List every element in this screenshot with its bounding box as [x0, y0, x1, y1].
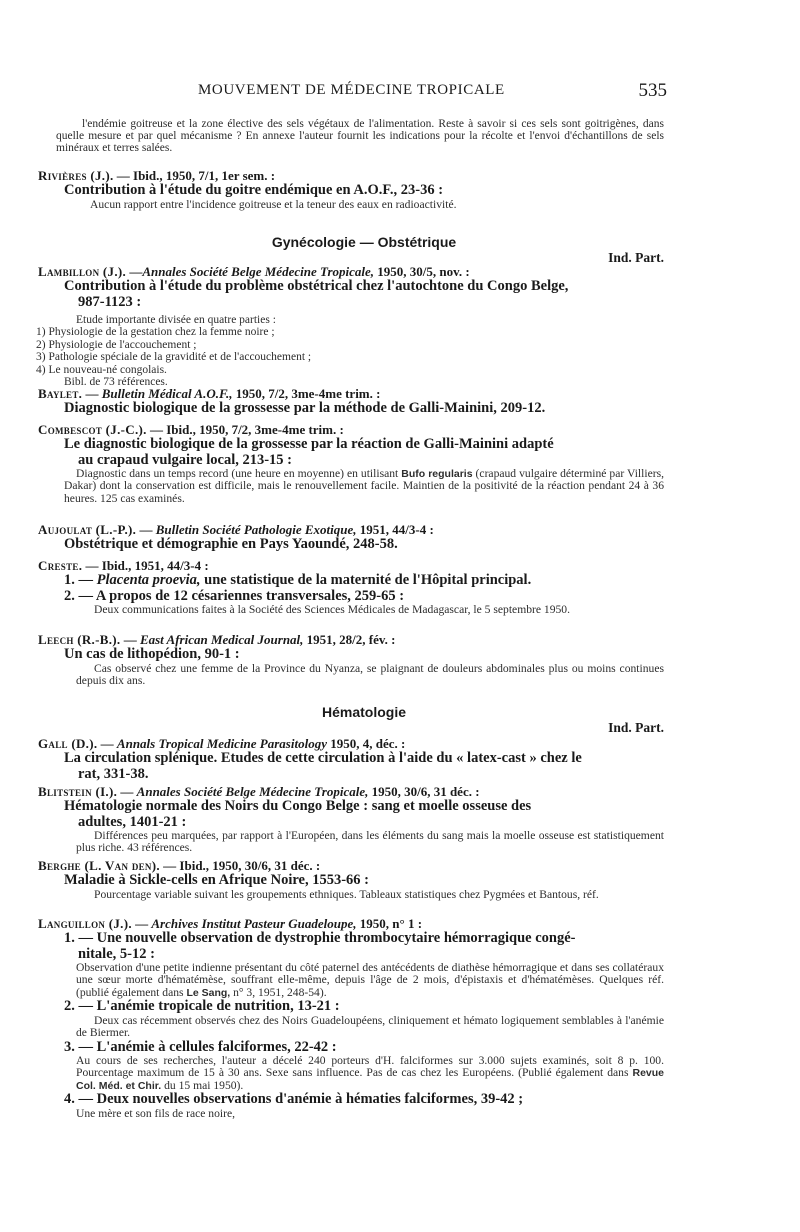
reference-citation [38, 916, 664, 931]
article-abstract: Aucun rapport entre l'incidence goitreuse et la teneur des eaux en radioactivité. [90, 197, 457, 211]
reference-entry [38, 386, 664, 417]
abstract-text: Différences peu marquées, par rapport à l'Européen, dans les éléments du sang mais la moelle osseuse est statistiquement plus riche. 43 références. [76, 829, 664, 855]
article-title [64, 437, 664, 468]
article-title: Diagnostic biologique de la grossesse par la méthode de Galli-Mainini, 209-12. [64, 400, 546, 416]
journal-name: Annales Société Belge Médecine Tropicale, [136, 784, 369, 799]
section-header [64, 234, 664, 266]
reference-dash: — [136, 522, 156, 537]
reference-volume: 1950, 30/5, nov. : [374, 264, 470, 279]
article-title: 2. — L'anémie tropicale de nutrition, 13-21 : [64, 998, 340, 1015]
section-header [64, 704, 664, 736]
reference-source: — Ibid., 1950, 30/6, 31 déc. : [159, 858, 321, 873]
article-abstract [64, 1015, 664, 1040]
article-title-line: 987-1123 : [78, 293, 142, 310]
article-abstract [36, 314, 664, 389]
species-name: Bufo regularis [401, 468, 473, 480]
article-title-line: nitale, 5-12 : [78, 945, 155, 962]
abstract-text: n° 3, 1951, 248-54). [230, 985, 327, 999]
reference-author: Baylet. [38, 386, 83, 401]
reference-entry [38, 168, 664, 211]
index-label: Ind. Part. [608, 720, 664, 735]
abstract-text: du 15 mai 1950). [161, 1078, 244, 1092]
abstract-text: Observation d'une petite indienne présentant du côté paternel des antécédents de diathèse hémorragique et dans ses collatéraux une sœur morte d'hématémèse, souffrant elle-même, depuis l'âge de 2 mois, d'épistaxis et d'hématémèses. Quelques réf. (publié également dans [76, 961, 664, 999]
article-abstract [64, 962, 664, 999]
article-title: 4. — Deux nouvelles observations d'anémie à hématies falciformes, 39-42 ; [64, 1091, 524, 1108]
article-title [64, 279, 664, 310]
reference-citation [38, 168, 664, 183]
journal-name: East African Medical Journal, [139, 632, 304, 647]
reference-entry [38, 784, 664, 855]
reference-citation [38, 422, 664, 437]
abstract-text: (crapaud vulgaire déterminé par Villiers, Dakar) dont la conservation est difficile, mais le renouvellement facile. Maintien de la positivité de la réaction pendant 24 à 36 heures. 125 cas examinés. [64, 467, 664, 505]
reference-author: Languillon (J.). [38, 916, 132, 931]
article-title: Maladie à Sickle-cells en Afrique Noire, 1553-66 : [64, 872, 369, 888]
article-title-line: au crapaud vulgaire local, 213-15 : [78, 451, 293, 468]
article-abstract [64, 663, 664, 688]
reference-citation [38, 264, 664, 279]
reference-volume: 1950, n° 1 : [356, 916, 423, 931]
reference-entry [38, 736, 664, 782]
reference-dash: — [117, 784, 137, 799]
reference-dash: — [126, 264, 143, 279]
article-title-line: adultes, 1401-21 : [78, 813, 187, 830]
article-title [64, 799, 664, 830]
journal-name: Archives Institut Pasteur Guadeloupe, [151, 916, 357, 931]
abstract-text: Une mère et son fils de race noire, [76, 1106, 236, 1120]
abstract-line: 3) Pathologie spéciale de la gravidité et de l'accouchement ; [36, 351, 312, 364]
reference-author: Lambillon (J.). [38, 264, 127, 279]
reference-dash: — [97, 736, 117, 751]
reference-author: Creste. [38, 558, 83, 573]
article-abstract [64, 1108, 664, 1120]
journal-name: Annales Société Belge Médecine Tropicale, [142, 264, 375, 279]
section-heading: Hématologie [321, 704, 406, 720]
article-abstract [64, 604, 664, 616]
reference-source: — Ibid., 1950, 7/1, 1er sem. : [113, 168, 276, 183]
abstract-line: Bibl. de 73 références. [64, 376, 168, 389]
reference-entry [38, 522, 664, 553]
abstract-text: Au cours de ses recherches, l'auteur a décelé 240 porteurs d'H. falciformes sur 3.000 sujets examinés, soit 8 p. 100. Pourcentage maximum de 15 à 30 ans. Sexe sans influence. Pas de cas chez les Européens. (Publié également dans [76, 1054, 664, 1080]
reference-citation [38, 522, 664, 537]
reference-author: Aujoulat (L.-P.). [38, 522, 137, 537]
reference-dash: — [82, 386, 102, 401]
article-title: 2. — A propos de 12 césariennes transversales, 259-65 : [64, 587, 405, 604]
article-abstract [64, 830, 664, 855]
abstract-line: 1) Physiologie de la gestation chez la femme noire ; [36, 326, 275, 339]
section-heading: Gynécologie — Obstétrique [271, 234, 457, 250]
intro-paragraph [56, 118, 664, 155]
abstract-line: Etude importante divisée en quatre parties : [76, 314, 276, 326]
article-abstract [64, 1055, 664, 1092]
page-number: 535 [638, 80, 667, 101]
abstract-text: Cas observé chez une femme de la Province du Nyanza, se plaignant de douleurs abdominales plus ou moins continues depuis dix ans. [76, 661, 664, 687]
reference-dash: — [131, 916, 152, 931]
article-title-line: Hématologie normale des Noirs du Congo Belge : sang et moelle osseuse des [64, 798, 532, 814]
article-title [64, 573, 664, 589]
article-title: Obstétrique et démographie en Pays Yaoundé, 248-58. [64, 536, 398, 552]
article-title-line: La circulation splénique. Etudes de cette circulation à l'aide du « latex-cast » chez le [64, 750, 582, 766]
reference-entry [38, 558, 664, 616]
reference-source: — Ibid., 1951, 44/3-4 : [82, 558, 209, 573]
abstract-text: Pourcentage variable suivant les groupements ethniques. Tableaux statistiques chez Pygmées et Bantous, réf. [94, 887, 599, 901]
item-number: 1. — [64, 572, 97, 588]
abstract-line: 2) Physiologie de l'accouchement ; [36, 338, 197, 351]
abstract-text: Diagnostic dans un temps record (une heure en moyenne) en utilisant [76, 467, 399, 480]
article-title: Contribution à l'étude du goitre endémique en A.O.F., 23-36 : [64, 182, 444, 198]
reference-volume: 1951, 28/2, fév. : [303, 632, 396, 647]
reference-citation [38, 558, 664, 573]
reference-volume: 1950, 7/2, 3me-4me trim. : [232, 386, 381, 401]
reference-author: Blitstein (I.). [38, 784, 118, 799]
reference-source: — Ibid., 1950, 7/2, 3me-4me trim. : [146, 422, 344, 437]
abstract-line: 4) Le nouveau-né congolais. [36, 363, 167, 376]
index-label: Ind. Part. [608, 250, 664, 265]
reference-entry [38, 422, 664, 505]
abstract-text: Deux cas récemment observés chez des Noirs Guadeloupéens, cliniquement et hémato logiquement semblables à l'anémie de Biermer. [76, 1013, 664, 1040]
reference-citation [38, 858, 664, 873]
intro-text: l'endémie goitreuse et la zone élective des sels végétaux de l'alimentation. Reste à savoir si ces sels sont goitrigènes, dans quelle mesure et par quel mécanisme ? En annexe l'auteur fournit les indications pour la récolte et l'envoi d'échantillons de sels minéraux et terres salées. [56, 118, 664, 155]
article-abstract [64, 468, 664, 505]
article-title-line: Contribution à l'étude du problème obstétrical chez l'autochtone du Congo Belge, [64, 278, 569, 294]
article-title [64, 751, 664, 782]
italic-term: Placenta proevia, [96, 572, 201, 588]
reference-citation [38, 736, 664, 751]
reference-author: Berghe (L. Van den). [38, 858, 160, 873]
reference-volume: 1950, 30/6, 31 déc. : [368, 784, 480, 799]
article-title-line: Le diagnostic biologique de la grossesse par la réaction de Galli-Mainini adapté [64, 436, 554, 452]
article-title: Un cas de lithopédion, 90-1 : [64, 646, 240, 662]
reference-volume: 1951, 44/3-4 : [356, 522, 434, 537]
reference-entry [38, 632, 664, 687]
running-title: MOUVEMENT DE MÉDECINE TROPICALE [198, 82, 505, 98]
journal-name: Annals Tropical Medicine Parasitology [116, 736, 327, 751]
reference-entry [36, 264, 664, 389]
article-abstract [64, 889, 664, 901]
reference-dash: — [120, 632, 140, 647]
reference-author: Gall (D.). [38, 736, 98, 751]
article-title-line: rat, 331-38. [78, 765, 149, 782]
article-title-line: une statistique de la maternité de l'Hôpital principal. [200, 572, 532, 588]
reference-author: Combescot (J.-C.). [38, 422, 147, 437]
reference-citation [38, 386, 664, 401]
reference-citation [38, 784, 664, 799]
article-title-line: 1. — Une nouvelle observation de dystrophie thrombocytaire hémorragique congé- [64, 930, 576, 946]
reference-volume: 1950, 4, déc. : [326, 736, 406, 751]
reference-author: Rivières (J.). [38, 168, 114, 183]
article-title [64, 931, 664, 962]
abstract-text: Deux communications faites à la Société des Sciences Médicales de Madagascar, le 5 septembre 1950. [94, 603, 571, 616]
reference-citation [38, 632, 664, 647]
article-title: 3. — L'anémie à cellules falciformes, 22-42 : [64, 1038, 337, 1055]
reference-entry [38, 858, 664, 901]
reference-author: Leech (R.-B.). [38, 632, 121, 647]
journal-name: Le Sang, [186, 986, 231, 999]
reference-entry [38, 916, 664, 1120]
journal-name: Bulletin Médical A.O.F., [101, 386, 233, 401]
journal-name: Revue Col. Méd. et Chir. [76, 1067, 664, 1092]
journal-name: Bulletin Société Pathologie Exotique, [155, 522, 357, 537]
